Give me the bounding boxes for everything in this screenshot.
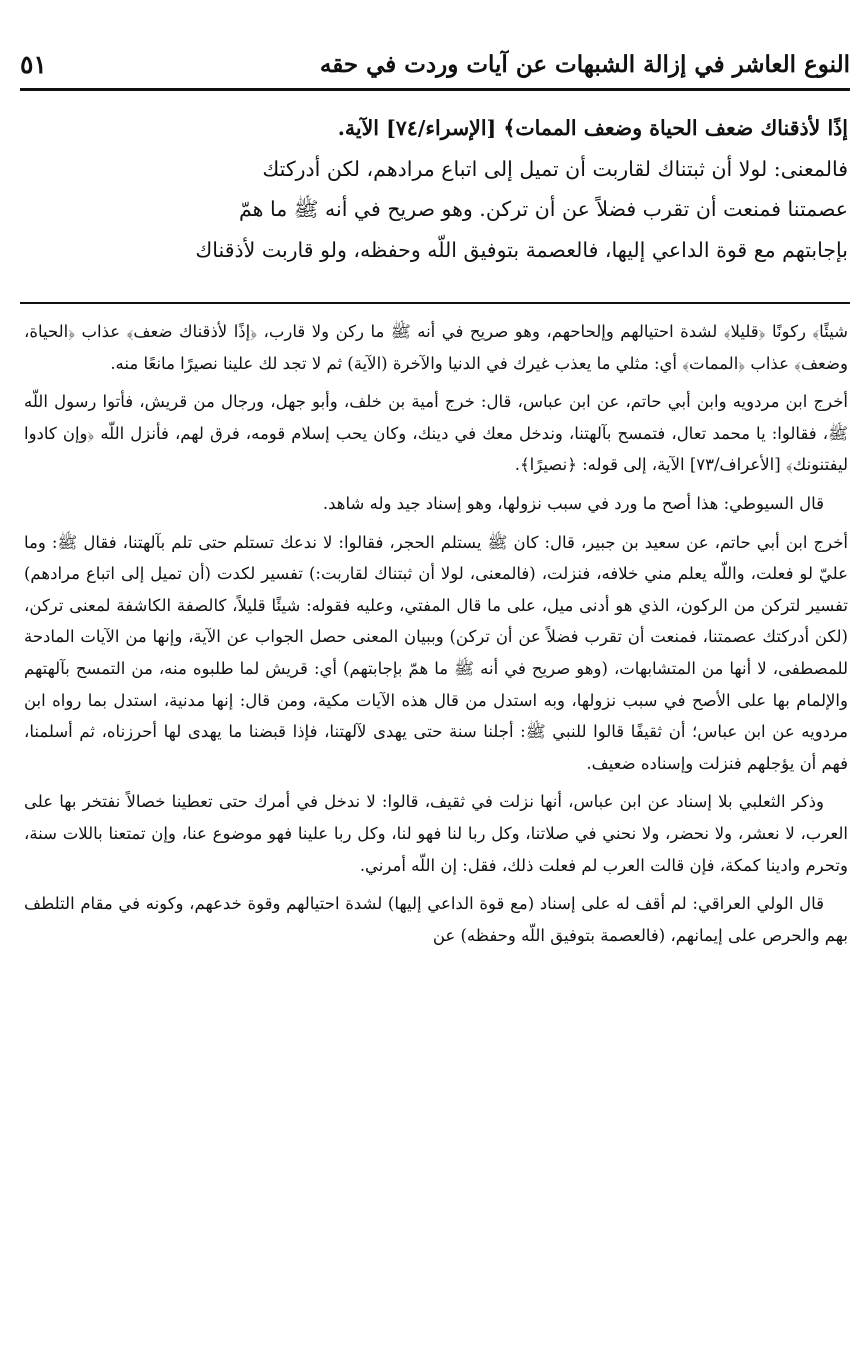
- footnote-paragraph: قال الولي العراقي: لم أقف له على إسناد (مع قوة الداعي إليها) لشدة احتيالهم وقوة خدعهم، وكونه في مقام التلطف بهم والحرص على إيمانهم، (فالعصمة بتوفيق اللّه وحفظه) عن: [24, 894, 848, 945]
- footnote-paragraph: أخرج ابن أبي حاتم، عن سعيد بن جبير، قال: كان ﷺ يستلم الحجر، فقالوا: لا ندعك تستلم حتى تلم بآلهتنا، فقال ﷺ: وما عليّ لو فعلت، واللّه يعلم مني خلافه، فنزلت، (فالمعنى، لولا أن ثبتناك لقاربت:) تفسير لكدت (أن تميل إلى اتباع مرادهم) تفسير لتركن من الركون، الذي هو أدنى ميل، على ما قال المفتي، وعليه فقوله: شيئًا قليلاً، كالصفة الكاشفة لمعنى تركن، (لكن أدركتك عصمتنا، فمنعت أن تقرب فضلاً عن أن تركن) وببيان المعنى حصل الجواب عن الآية، وإنها من الآيات المادحة للمصطفى، لا أنها من المتشابهات، (وهو صريح في أنه ﷺ ما همّ بإجابتهم) أي: قريش لما طلبوه منه، من التمسح بآلهتهم والإلمام بها على الأصح في سبب نزولها، وبه استدل من قال هذه الآيات مكية، ومن قال: إنها مدنية، استدل بما رواه ابن مردويه عن ابن عباس؛ أن ثقيفًا قالوا للنبي ﷺ: أجلنا سنة حتى يهدى لآلهتنا، فإذا قبضنا ما يهدى لها أحرزناه، ثم أسلمنا، فهم أن يؤجلهم فنزلت وإسناده ضعيف.: [24, 532, 848, 773]
- footnote-paragraph: وذكر الثعلبي بلا إسناد عن ابن عباس، أنها نزلت في ثقيف، قالوا: لا ندخل في أمرك حتى تعطينا خصالاً نفتخر بها على العرب، لا نعشر، ولا نحضر، ولا نحني في صلاتنا، وكل ربا لنا فهو لنا، وكل ربا علينا فهو موضوع عنا، وإن تمتعنا باللات سنة، وتحرم وادينا كمكة، فإن قالت العرب لم فعلت ذلك، فقل: إن اللّه أمرني.: [24, 792, 848, 875]
- main-line: عصمتنا فمنعت أن تقرب فضلاً عن أن تركن. وهو صريح في أنه ﷺ ما همّ: [239, 197, 848, 221]
- main-line: إذًا لأذقناك ضعف الحياة وضعف الممات﴾ [الإسراء/٧٤] الآية.: [337, 116, 848, 140]
- running-title: النوع العاشر في إزالة الشبهات عن آيات وردت في حقه: [319, 50, 850, 78]
- footnote-paragraph: أخرج ابن مردويه وابن أبي حاتم، عن ابن عباس، قال: خرج أمية بن خلف، وأبو جهل، ورجال من قريش، فأتوا رسول اللّه ﷺ، فقالوا: يا محمد تعال، فتمسح بآلهتنا، وندخل معك في دينك، وكان يحب إسلام قومه، فرق لهم، فأنزل اللّه ﴿وإن كادوا ليفتنونك﴾ [الأعراف/٧٣] الآية، إلى قوله: ﴿نصيرًا﴾.: [24, 392, 848, 475]
- footnote-paragraph: قال السيوطي: هذا أصح ما ورد في سبب نزولها، وهو إسناد جيد وله شاهد.: [322, 493, 824, 513]
- main-line: فالمعنى: لولا أن ثبتناك لقاربت أن تميل إلى اتباع مرادهم، لكن أدركتك: [262, 156, 848, 181]
- main-line: بإجابتهم مع قوة الداعي إليها، فالعصمة بتوفيق اللّه وحفظه، ولو قاربت لأذقناك: [195, 237, 848, 262]
- footnote-paragraph: شيئًا﴾ ركونًا ﴿قليلا﴾ لشدة احتيالهم وإلحاحهم، وهو صريح في أنه ﷺ ما ركن ولا قارب، ﴿إذًا لأذقناك ضعف﴾ عذاب ﴿الحياة، وضعف﴾ عذاب ﴿الممات﴾ أي: مثلي ما يعذب غيرك في الدنيا والآخرة (الآية) ثم لا تجد لك علينا نصيرًا مانعًا منه.: [24, 322, 848, 373]
- footnote-divider: [20, 302, 850, 304]
- footnotes: [24, 316, 848, 951]
- page-header: [20, 40, 850, 91]
- main-text: [24, 108, 848, 270]
- page-number: ٥١: [20, 49, 47, 79]
